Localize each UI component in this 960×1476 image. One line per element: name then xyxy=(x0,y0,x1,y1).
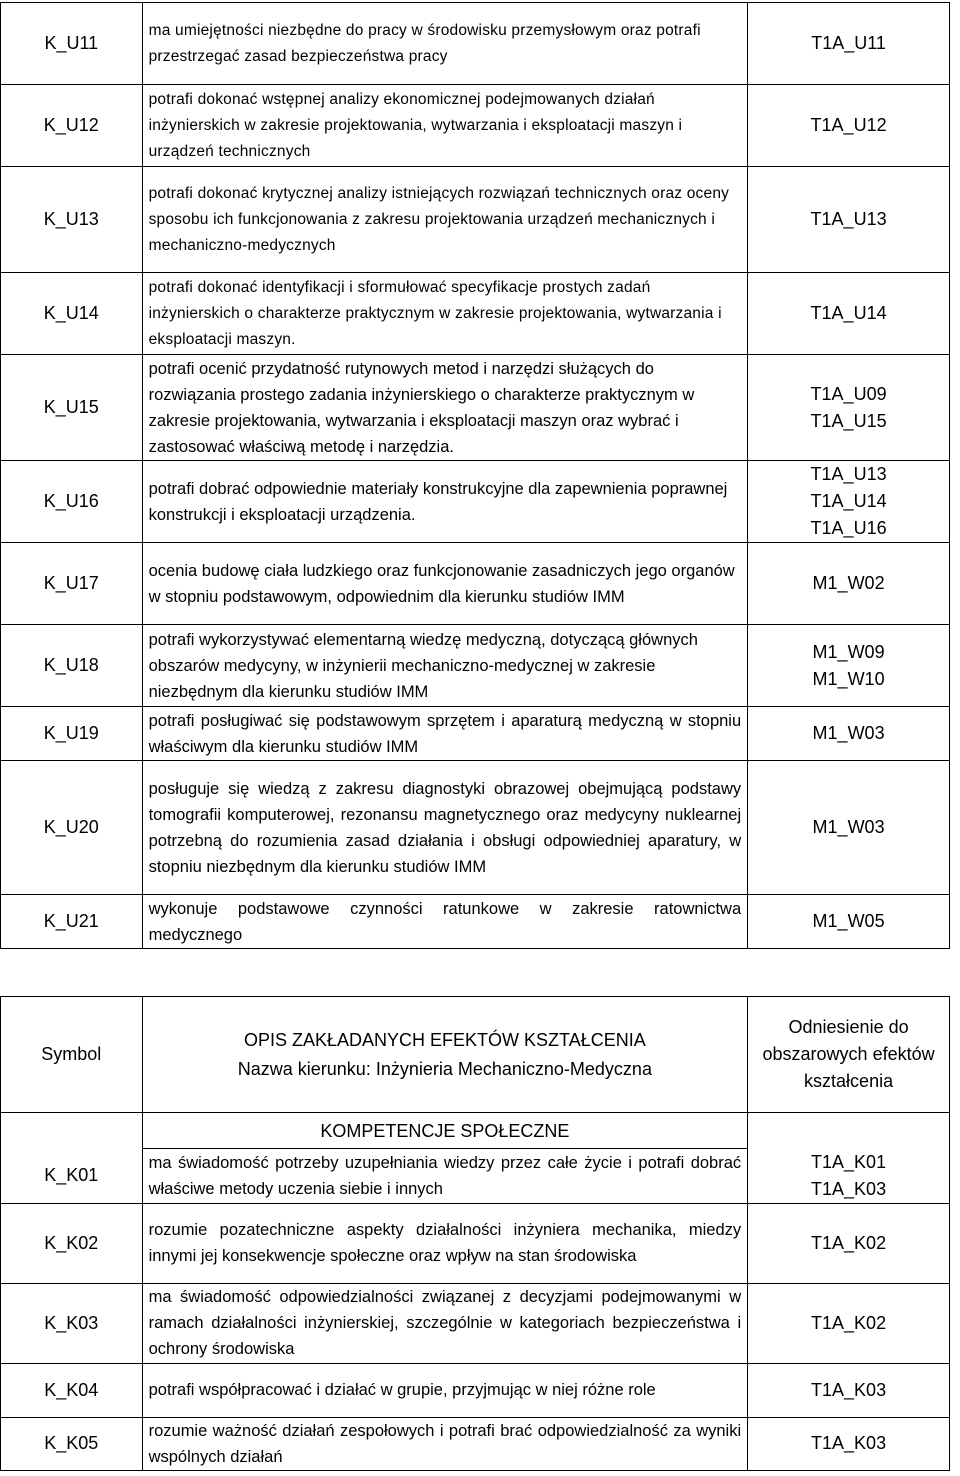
symbol-cell: K_U14 xyxy=(1,273,143,355)
symbol-header: Symbol xyxy=(1,997,143,1113)
reference-cell: T1A_U13 T1A_U14 T1A_U16 xyxy=(748,461,950,543)
section-title-cell xyxy=(142,1113,748,1149)
table-row xyxy=(1,355,950,461)
symbol-cell: K_K05 xyxy=(1,1417,143,1470)
table-row xyxy=(1,167,950,273)
symbol-cell: K_K04 xyxy=(1,1363,143,1417)
reference-cell: T1A_K02 xyxy=(748,1283,950,1363)
symbol-cell: K_K02 xyxy=(1,1203,143,1283)
reference-cell: M1_W03 xyxy=(748,761,950,895)
reference-cell: T1A_K01 T1A_K03 xyxy=(748,1149,950,1204)
reference-cell: T1A_U09 T1A_U15 xyxy=(748,355,950,461)
reference-header: Odniesienie do obszarowych efektów kształcenia xyxy=(748,997,950,1113)
description-cell: potrafi dokonać krytycznej analizy istniejących rozwiązań technicznych oraz oceny sposobu ich funkcjonowania z zakresu projektowania urządzeń mechanicznych i mechaniczno-medycznych xyxy=(142,167,748,273)
table-subtitle: Nazwa kierunku: Inżynieria Mechaniczno-Medyczna xyxy=(237,1058,652,1079)
symbol-cell: K_U16 xyxy=(1,461,143,543)
table-row xyxy=(1,1417,950,1470)
description-cell: potrafi dokonać identyfikacji i sformułować specyfikacje prostych zadań inżynierskich o charakterze praktycznym w zakresie projektowania, wytwarzania i eksploatacji maszyn. xyxy=(142,273,748,355)
description-cell: potrafi posługiwać się podstawowym sprzętem i aparaturą medyczną w stopniu właściwym dla kierunku studiów IMM xyxy=(142,707,748,761)
reference-cell: T1A_U12 xyxy=(748,85,950,167)
reference-cell: M1_W03 xyxy=(748,707,950,761)
table-row xyxy=(1,543,950,625)
table-title-cell xyxy=(142,997,748,1113)
learning-outcomes-table-social xyxy=(0,996,950,1471)
reference-cell: M1_W05 xyxy=(748,895,950,949)
reference-cell: T1A_U11 xyxy=(748,3,950,85)
table-row xyxy=(1,1203,950,1283)
description-cell: potrafi dokonać wstępnej analizy ekonomicznej podejmowanych działań inżynierskich w zakresie projektowania, wytwarzania i eksploatacji maszyn i urządzeń technicznych xyxy=(142,85,748,167)
table-row xyxy=(1,85,950,167)
table-header-row xyxy=(1,997,950,1113)
table-row xyxy=(1,707,950,761)
symbol-cell: K_K03 xyxy=(1,1283,143,1363)
symbol-cell: K_U17 xyxy=(1,543,143,625)
reference-cell: T1A_U14 xyxy=(748,273,950,355)
description-cell: ma świadomość odpowiedzialności związanej z decyzjami podejmowanymi w ramach działalności inżynierskiej, szczególnie w kategoriach bezpieczeństwa i ochrony środowiska xyxy=(142,1283,748,1363)
empty-cell xyxy=(1,1113,143,1149)
table-row xyxy=(1,461,950,543)
reference-cell: T1A_K02 xyxy=(748,1203,950,1283)
learning-outcomes-table-skills xyxy=(0,2,950,949)
description-cell: rozumie pozatechniczne aspekty działalności inżyniera mechanika, miedzy innymi jej konsekwencje społeczne oraz wpływ na stan środowiska xyxy=(142,1203,748,1283)
table-row xyxy=(1,1149,950,1204)
description-cell: potrafi współpracować i działać w grupie, przyjmując w niej różne role xyxy=(142,1363,748,1417)
reference-cell: M1_W09 M1_W10 xyxy=(748,625,950,707)
description-cell: ocenia budowę ciała ludzkiego oraz funkcjonowanie zasadniczych jego organów w stopniu podstawowym, odpowiednim dla kierunku studiów IMM xyxy=(142,543,748,625)
reference-cell: M1_W02 xyxy=(748,543,950,625)
description-cell: potrafi dobrać odpowiednie materiały konstrukcyjne dla zapewnienia poprawnej konstrukcji i eksploatacji urządzenia. xyxy=(142,461,748,543)
description-cell: posługuje się wiedzą z zakresu diagnostyki obrazowej obejmującą podstawy tomografii komputerowej, rezonansu magnetycznego oraz medycyny nuklearnej potrzebną do rozumienia zasad działania i obsługi odpowiedniej aparatury, w stopniu niezbędnym dla kierunku studiów IMM xyxy=(142,761,748,895)
description-cell: wykonuje podstawowe czynności ratunkowe w zakresie ratownictwa medycznego xyxy=(142,895,748,949)
symbol-cell: K_U18 xyxy=(1,625,143,707)
table-row xyxy=(1,761,950,895)
description-cell: rozumie ważność działań zespołowych i potrafi brać odpowiedzialność za wyniki wspólnych działań xyxy=(142,1417,748,1470)
description-cell: ma umiejętności niezbędne do pracy w środowisku przemysłowym oraz potrafi przestrzegać zasad bezpieczeństwa pracy xyxy=(142,3,748,85)
reference-cell: T1A_U13 xyxy=(748,167,950,273)
reference-cell: T1A_K03 xyxy=(748,1417,950,1470)
symbol-cell: K_K01 xyxy=(1,1149,143,1204)
description-cell: potrafi ocenić przydatność rutynowych metod i narzędzi służących do rozwiązania prostego zadania inżynierskiego o charakterze praktycznym w zakresie projektowania, wytwarzania i eksploatacji maszyn oraz wybrać i zastosować właściwą metodę i narzędzia. xyxy=(142,355,748,461)
section-title: KOMPETENCJE SPOŁECZNE xyxy=(320,1120,570,1141)
reference-cell: T1A_K03 xyxy=(748,1363,950,1417)
table-row xyxy=(1,1363,950,1417)
empty-cell xyxy=(748,1113,950,1149)
symbol-cell: K_U15 xyxy=(1,355,143,461)
table-row xyxy=(1,1283,950,1363)
table-title: OPIS ZAKŁADANYCH EFEKTÓW KSZTAŁCENIA xyxy=(243,1029,646,1050)
table-row xyxy=(1,273,950,355)
description-cell: potrafi wykorzystywać elementarną wiedzę medyczną, dotyczącą głównych obszarów medycyny, w inżynierii mechaniczno-medycznej w zakresie niezbędnym dla kierunku studiów IMM xyxy=(142,625,748,707)
symbol-cell: K_U19 xyxy=(1,707,143,761)
table-section-row xyxy=(1,1113,950,1149)
symbol-cell: K_U11 xyxy=(1,3,143,85)
table-row xyxy=(1,625,950,707)
symbol-cell: K_U21 xyxy=(1,895,143,949)
description-cell: ma świadomość potrzeby uzupełniania wiedzy przez całe życie i potrafi dobrać właściwe metody uczenia siebie i innych xyxy=(142,1149,748,1204)
table-row xyxy=(1,895,950,949)
symbol-cell: K_U20 xyxy=(1,761,143,895)
table-row xyxy=(1,3,950,85)
symbol-cell: K_U13 xyxy=(1,167,143,273)
symbol-cell: K_U12 xyxy=(1,85,143,167)
